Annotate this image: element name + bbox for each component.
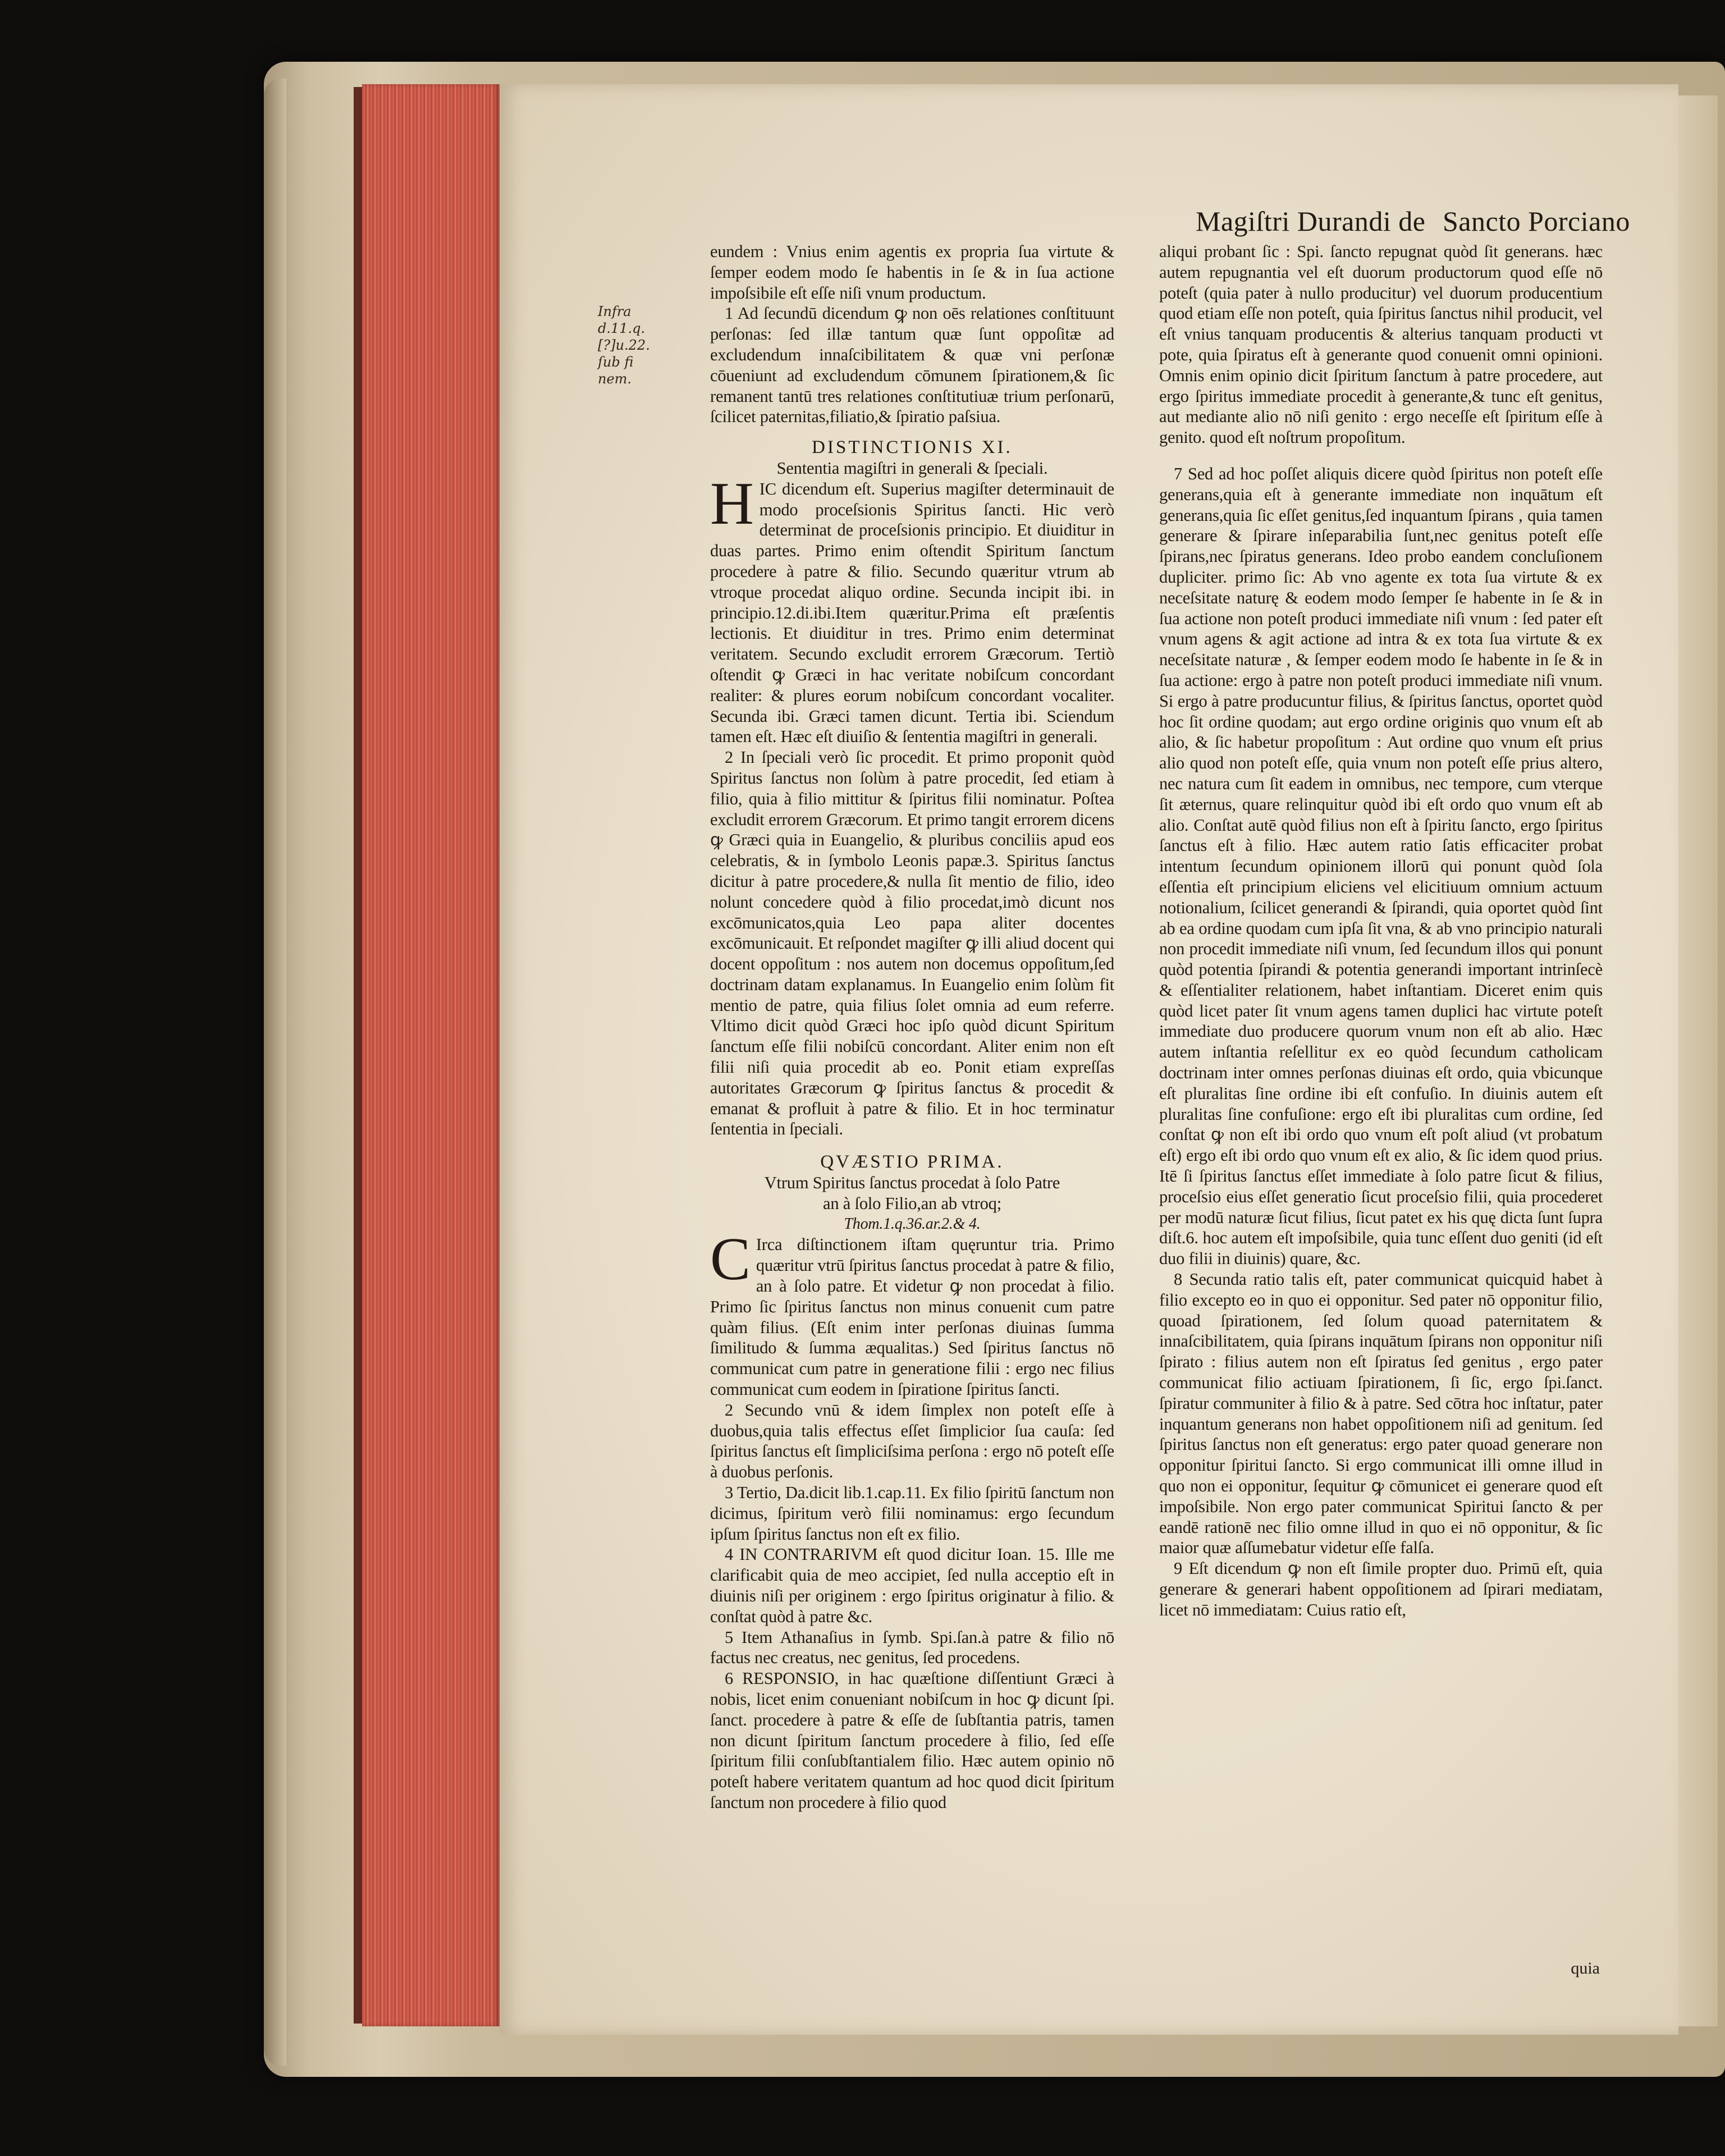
left-para-7: 4 IN CONTRARIVM eſt quod dicitur Ioan. 15. Ille me clarificabit quia de meo accipiet, ſed nulla acceptio eſt in diuinis niſi per originem : ergo ſpiritus originatur à filio. & conſtat quòd à patre &c. — [710, 1545, 1114, 1626]
red-page-edges — [362, 84, 500, 2026]
running-head-right: Sancto Porciano — [1443, 205, 1630, 237]
left-para-9: 6 RESPONSIO, in hac quæſtione diſſentiunt Græci à nobis, licet enim conueniant nobiſcum in hoc ꝙ dicunt ſpi. ſanct. procedere à patre & eſſe de ſubſtantia patris, tamen non dicunt ſpiritum ſanctum procedere à filio, ſed eſſe ſpiritum filii conſubſtantialem filio. Hæc autem opinio nō poteſt habere veritatem quantum ad hoc quod dicit ſpiritum ſanctum non procedere à filio quod — [710, 1669, 1114, 1812]
margin-note: Infra d.11.q. [?]u.22. ſub fi nem. — [598, 304, 650, 387]
drop-cap-c: C — [710, 1226, 751, 1293]
left-column — [710, 241, 1114, 1813]
left-para-5: 2 Secundo vnū & idem ſimplex non poteſt eſſe à duobus,quia talis effectus eſſet ſimplicior ſua cauſa: ſed ſpiritus ſanctus eſt ſimpliciſsima perſona : ergo nō poteſt eſſe à duobus perſonis. — [710, 1400, 1114, 1482]
left-para-6: 3 Tertio, Da.dicit lib.1.cap.11. Ex filio ſpiritū ſanctum non dicimus, ſpiritum verò filii nominamus: ergo ſecundum ipſum ſpiritus ſanctus non eſt ex filio. — [710, 1483, 1114, 1544]
right-para-1: aliqui probant ſic : Spi. ſancto repugnat quòd ſit generans. hæc autem repugnantia vel eſt duorum productorum quod eſſe nō poteſt (quia pater à nullo producitur) vel duorum producentium quod etiam eſſe non poteſt, quia ſpiritus ſanctus nihil producit, vel eſt vnius tanquam producentis & alterius tanquam producti vt pote, quia ſpiratus eſt à generante quod conuenit omni opinioni. Omnis enim opinio dicit ſpiritum ſanctum à patre procedere, aut ergo ſpiritus immediate procedit à generante,& tunc eſt genitus, aut mediante alio nō niſi genito : ergo neceſſe eſt ſpiritum eſſe à genito. quod eſt noſtrum propoſitum. — [1159, 242, 1603, 447]
left-opening: eundem : Vnius enim agentis ex propria ſua virtute & ſemper eodem modo ſe habentis in ſe & in ſua actione impoſsibile eſt eſſe niſi vnum productum. — [710, 242, 1114, 303]
left-para-3: 2 In ſpeciali verò ſic procedit. Et primo proponit quòd Spiritus ſanctus non ſolùm à patre procedit, ſed etiam à filio, quia à filio mittitur & ſpiritus filii nominatur. Poſtea excludit errorem Græcorum. Et primo tangit errorem dicens ꝙ Græci quia in Euangelio, & pluribus conciliis apud eos celebratis, & in ſymbolo Leonis papæ.3. Spiritus ſanctus dicitur à patre procedere,& nulla ſit mentio de filio, ideo nolunt concedere quòd à filio procedat,imò dicunt nos excōmunicatos,quia Leo papa aliter docentes excōmunicauit. Et reſpondet magiſter ꝙ illi aliud docent qui docent oppoſitum : nos autem non docemus oppoſitum,ſed doctrinam datam explanamus. In Euangelio enim ſolùm fit mentio de patre, quia filius ſolet omnia ad eum referre. Vltimo dicit quòd Græci hoc ipſo quòd dicunt Spiritum ſanctum eſſe filii nobiſcū concordant. Aliter enim non eſt filii niſi quia procedit ab eo. Ponit etiam expreſſas autoritates Græcorum ꝙ ſpiritus ſanctus & procedit & emanat & profluit à patre & filio. Et in hoc terminatur ſententia in ſpeciali. — [710, 748, 1114, 1139]
drop-cap-h: H — [710, 470, 754, 537]
catchword: quia — [1571, 1959, 1600, 1978]
printed-page — [500, 84, 1678, 2035]
right-para-2: 7 Sed ad hoc poſſet aliquis dicere quòd ſpiritus non poteſt eſſe generans,quia eſt à generante immediate non inquātum eſt generans,quia ſic eſſet genitus,ſed inquantum ſpirans , quia tamen generare & ſpirare inſeparabilia ſunt,nec genitus poteſt eſſe ſpirans,nec ſpiratus generans. Ideo probo eandem concluſionem dupliciter. primo ſic: Ab vno agente ex tota ſua virtute & ex neceſsitate naturę & eodem modo ſemper ſe habente in ſe & in ſua actione non poteſt produci immediate niſi vnum : ſed pater eſt vnum agens & agit actione ad intra & ex tota ſua virtute & ex neceſsitate naturæ , & ſemper eodem modo ſe habente in ſe & in ſua actione: ergo à patre non poteſt produci immediate niſi vnum. Si ergo à patre producuntur filius, & ſpiritus ſanctus, oportet quòd hoc ſit ordine quodam; aut ergo ordine originis quo vnum eſt ab alio, & ſic habetur propoſitum : Aut ordine quo vnum eſt prius alio quod non poteſt eſſe, quia vnum non poteſt eſſe prius altero, nec natura cum ſit eadem in omnibus, nec tempore, cum vterque ſit æternus, quare relinquitur quòd ibi eſt ordo quo vnum eſt ab alio. Conſtat autē quòd filius non eſt à ſpiritu ſancto, ergo ſpiritus ſanctus eſt à filio. Hæc autem ratio ſatis efficaciter probat intentum ſecundum opinionem illorū qui ponunt quòd ſola eſſentia eſt principium eliciens vel elicitiuum omnium actuum notionalium, ſcilicet generandi & ſpirandi, quia oportet quòd ſint ab ea ordine quodam cum ipſa ſit vna, & ab vno principio naturali non procedit immediate niſi vnum, ſed ſecundum illos qui ponunt quòd potentia ſpirandi & potentia generandi important intrinſecè & eſſentialiter relationem, habet inſtantiam. Diceret enim quis quòd licet pater ſit vnum agens tamen duplici hac virtute poteſt immediate duo producere quorum vnum non eſt ab alio. Hæc autem inſtantia reſellitur ex eo quòd ſecundum catholicam doctrinam inter omnes perſonas diuinas eſt ordo, quia vbicunque eſt pluralitas ſine ordine ibi eſt confuſio. In diuinis autem eſt pluralitas ſine confuſione: ergo eſt ibi pluralitas cum ordine, ſed conſtat ꝙ non eſt ibi ordo quo vnum eſt poſt aliud (vt probatum eſt) ergo eſt ibi ordo quo vnum eſt ex alio, & ſic idem quod prius. Itē ſi ſpiritus ſanctus eſſet immediate à ſolo patre ſicut & filius, proceſsio eius eſſet generatio ſicut proceſsio filii, quia procederet per modū naturæ ſicut filius, ſicut patet ex his quę dicta ſunt ſupra diſt.6. hoc autem eſt impoſsibile, quia tunc eſſent duo geniti (id eſt duo filii in diuinis) quare, &c. — [1159, 464, 1603, 1269]
spine-fold — [264, 79, 286, 2066]
question-reference: Thom.1.q.36.ar.2.& 4. — [844, 1215, 981, 1233]
book — [264, 62, 1725, 2077]
right-para-3: 8 Secunda ratio talis eſt, pater communicat quicquid habet à filio excepto eo in quo ei opponitur. Sed pater nō opponitur filio, quoad ſpirationem, ſed ſolum quoad paternitatem & innaſcibilitatem, quia ſpirans inquātum ſpirans non opponitur niſi ſpirato : filius autem non eſt ſpiratus ſed genitus , ergo pater communicat filio actiuam ſpirationem, ſi ſic, ergo ſpi.ſanct. ſpiratur communiter à filio & à patre. Sed cōtra hoc inſtatur, pater inquantum generans non habet oppoſitionem niſi ad genitum. ſed ſpiritus ſanctus non eſt generatus: ergo pater quoad generare non opponitur ſpiritui ſancto. Si ergo communicat illi omne illud in quo non ei opponitur, ſequitur ꝙ cōmunicet ei generare quod eſt impoſsibile. Non ergo pater communicat Spiritui ſancto & per eandē rationē nec filio omne illud in quo ei nō opponitur, & ſic maior quæ aſſumebatur videtur eſſe falſa. — [1159, 1270, 1603, 1558]
question-subtitle-2: an à ſolo Filio,an ab vtroq; — [823, 1193, 1001, 1213]
right-para-4: 9 Eſt dicendum ꝙ non eſt ſimile propter duo. Primū eſt, quia generare & generari habent oppoſitionem ad ſpirari mediatam, licet nō immediatam: Cuius ratio eſt, — [1159, 1559, 1603, 1619]
question-subtitle-1: Vtrum Spiritus ſanctus procedat à ſolo Patre — [764, 1173, 1060, 1193]
running-head-left: Magiſtri Durandi de — [1196, 205, 1426, 237]
left-para-2: IC dicendum eſt. Superius magiſter determinauit de modo proceſsionis Spiritus ſancti. Hic verò determinat de proceſsionis principio. Et diuiditur in duas partes. Primo enim oſtendit Spiritum ſanctum procedere à patre & filio. Secundo quæritur vtrum ab vtroque procedat aliquo ordine. Secunda incipit ibi. in principio.12.di.ibi.Item quæritur.Prima eſt præſentis lectionis. Et diuiditur in tres. Primo enim determinat veritatem. Secundo excludit errorem Græcorum. Tertiò oſtendit ꝙ Græci in hac veritate nobiſcum concordant realiter: & plures eorum nobiſcum concordant vocaliter. Secunda ibi. Græci tamen dicunt. Tertia ibi. Sciendum tamen eſt. Hæc eſt diuiſio & ſententia magiſtri in generali. — [710, 479, 1114, 747]
distinction-title: DISTINCTIONIS XI. — [812, 437, 1013, 458]
facing-page-edge — [1676, 95, 1718, 2026]
left-para-4: Irca diſtinctionem iſtam quęruntur tria. Primo quæritur vtrū ſpiritus ſanctus procedat à patre & filio, an à ſolo patre. Et videtur ꝙ non procedat à filio. Primo ſic ſpiritus ſanctus non minus conuenit cum patre quàm filius. (Eſt enim inter perſonas diuinas ſumma ſimilitudo & ſumma æqualitas.) Sed ſpiritus ſanctus nō communicat cum patre in generatione filii : ergo nec filius communicat cum eodem in ſpiratione ſpiritus ſancti. — [710, 1235, 1114, 1399]
right-column — [1159, 241, 1603, 1621]
left-para-1: 1 Ad ſecundū dicendum ꝙ non oēs relationes conſtituunt perſonas: ſed illæ tantum quæ ſunt oppoſitæ ad excludendum innaſcibilitatem & quæ vni perſonæ cōueniunt ad excludendum cōmunem ſpirationem,& ſic remanent tantū tres relationes conſtitutiuæ trium perſonarū, ſcilicet paternitas,filiatio,& ſpiratio paſsiua. — [710, 304, 1114, 427]
left-para-8: 5 Item Athanaſius in ſymb. Spi.ſan.à patre & filio nō factus nec creatus, nec genitus, ſed procedens. — [710, 1627, 1114, 1668]
question-title: QVÆSTIO PRIMA. — [820, 1152, 1004, 1173]
distinction-subtitle: Sententia magiſtri in generali & ſpeciali. — [776, 458, 1048, 478]
